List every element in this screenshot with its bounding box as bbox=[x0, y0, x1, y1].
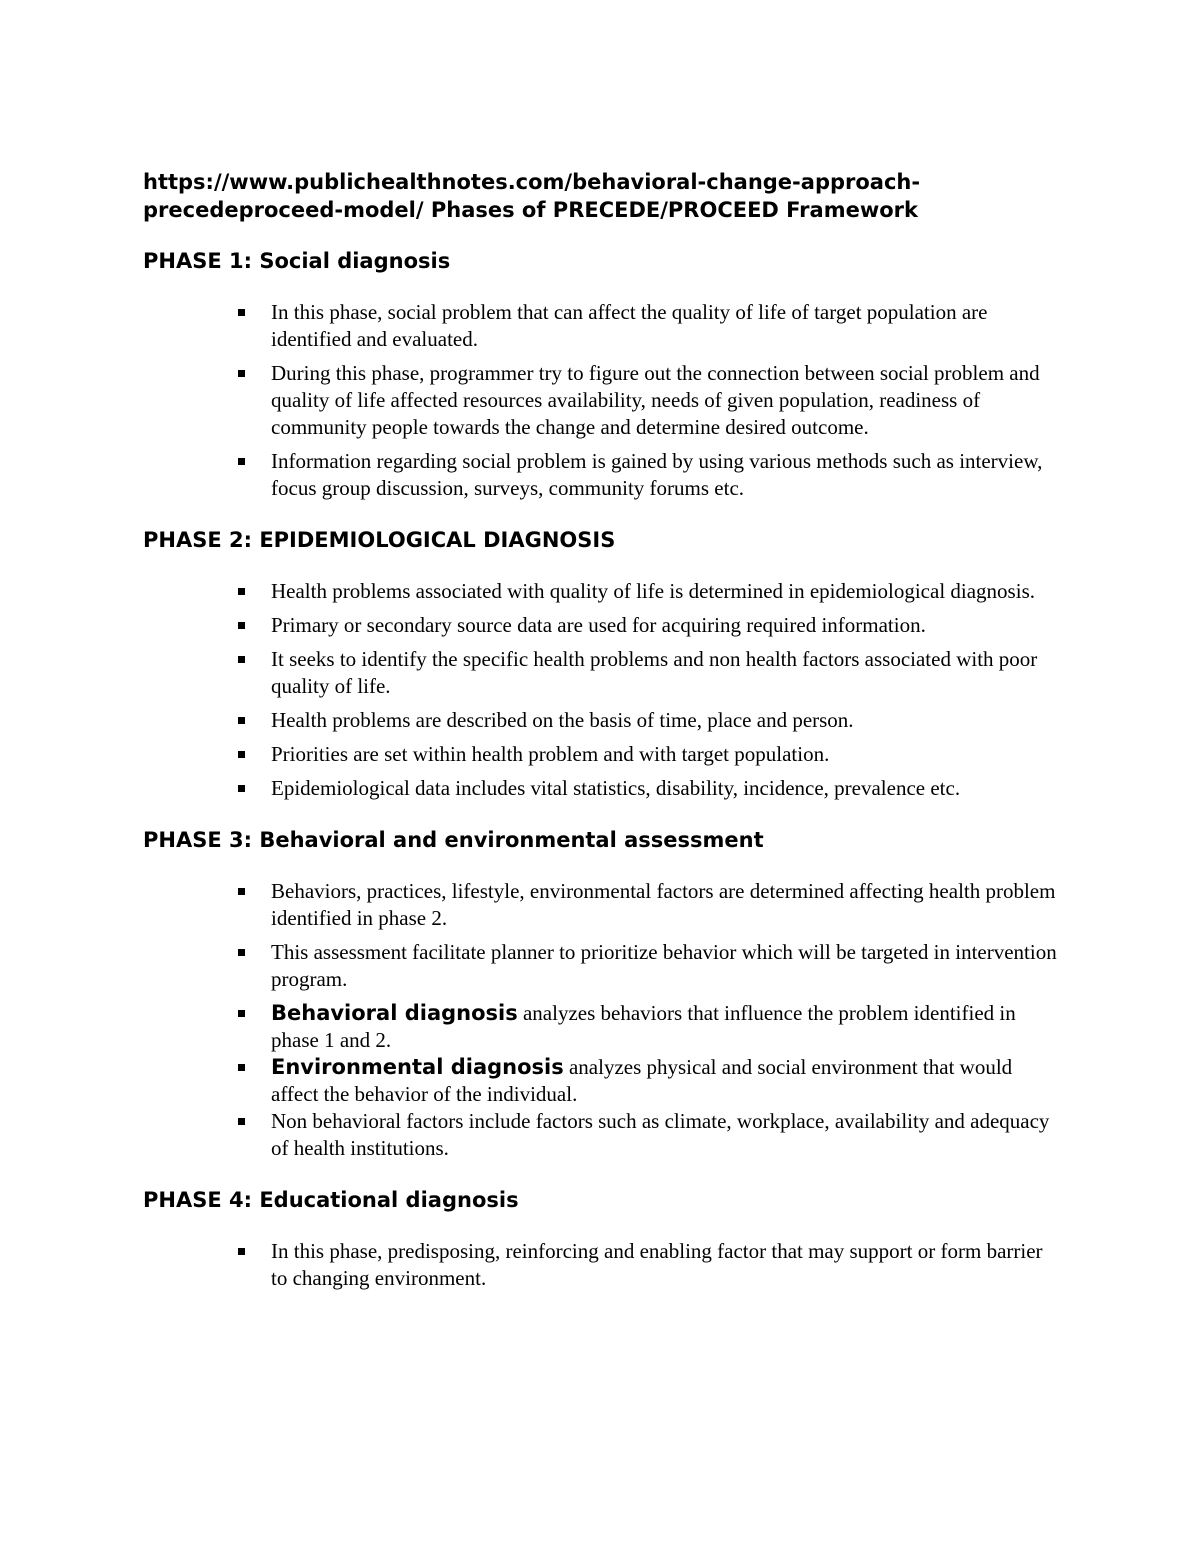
phase-4-heading: PHASE 4: Educational diagnosis bbox=[143, 1188, 519, 1212]
list-item: Information regarding social problem is gained by using various methods such as interview, focus group discussion, surveys, community forums etc. bbox=[143, 448, 1063, 502]
square-bullet-icon bbox=[238, 1064, 245, 1071]
list-item: Behavioral diagnosis analyzes behaviors that influence the problem identified in phase 1 and 2. bbox=[143, 1000, 1063, 1054]
list-item: Environmental diagnosis analyzes physical and social environment that would affect the behavior of the individual. bbox=[143, 1054, 1063, 1108]
square-bullet-icon bbox=[238, 458, 245, 465]
list-item: Non behavioral factors include factors such as climate, workplace, availability and adequacy of health institutions. bbox=[143, 1108, 1063, 1162]
square-bullet-icon bbox=[238, 717, 245, 724]
square-bullet-icon bbox=[238, 656, 245, 663]
list-item: Health problems are described on the basis of time, place and person. bbox=[143, 707, 1063, 734]
behavioral-diagnosis-term: Behavioral diagnosis bbox=[271, 1001, 518, 1025]
list-item: This assessment facilitate planner to prioritize behavior which will be targeted in intervention program. bbox=[143, 939, 1063, 993]
square-bullet-icon bbox=[238, 949, 245, 956]
list-item: Priorities are set within health problem and with target population. bbox=[143, 741, 1063, 768]
phase-3-list bbox=[143, 878, 1063, 1162]
square-bullet-icon bbox=[238, 751, 245, 758]
phase-4-list bbox=[143, 1238, 1063, 1292]
phase-1-list bbox=[143, 299, 1063, 502]
phase-3-heading: PHASE 3: Behavioral and environmental assessment bbox=[143, 828, 764, 852]
square-bullet-icon bbox=[238, 888, 245, 895]
square-bullet-icon bbox=[238, 1010, 245, 1017]
phase-2-heading: PHASE 2: EPIDEMIOLOGICAL DIAGNOSIS bbox=[143, 528, 616, 552]
list-item: In this phase, predisposing, reinforcing and enabling factor that may support or form barrier to changing environment. bbox=[143, 1238, 1063, 1292]
phase-1-section bbox=[143, 247, 1063, 502]
document-content bbox=[143, 168, 1063, 1316]
phase-2-section bbox=[143, 526, 1063, 802]
square-bullet-icon bbox=[238, 622, 245, 629]
square-bullet-icon bbox=[238, 785, 245, 792]
square-bullet-icon bbox=[238, 588, 245, 595]
square-bullet-icon bbox=[238, 309, 245, 316]
list-item: In this phase, social problem that can affect the quality of life of target population are identified and evaluated. bbox=[143, 299, 1063, 353]
list-item: Health problems associated with quality of life is determined in epidemiological diagnosis. bbox=[143, 578, 1063, 605]
square-bullet-icon bbox=[238, 1118, 245, 1125]
list-item: It seeks to identify the specific health problems and non health factors associated with poor quality of life. bbox=[143, 646, 1063, 700]
square-bullet-icon bbox=[238, 370, 245, 377]
square-bullet-icon bbox=[238, 1248, 245, 1255]
phase-1-heading: PHASE 1: Social diagnosis bbox=[143, 249, 451, 273]
environmental-diagnosis-term: Environmental diagnosis bbox=[271, 1055, 564, 1079]
phase-2-list bbox=[143, 578, 1063, 802]
list-item: Primary or secondary source data are used for acquiring required information. bbox=[143, 612, 1063, 639]
list-item: Epidemiological data includes vital statistics, disability, incidence, prevalence etc. bbox=[143, 775, 1063, 802]
title-line-1: https://www.publichealthnotes.com/behavioral-change-approach- bbox=[143, 170, 921, 194]
phase-3-section bbox=[143, 826, 1063, 1162]
list-item: During this phase, programmer try to figure out the connection between social problem and quality of life affected resources availability, needs of given population, readiness of community people towards the change and determine desired outcome. bbox=[143, 360, 1063, 441]
document-title bbox=[143, 168, 1063, 224]
list-item: Behaviors, practices, lifestyle, environmental factors are determined affecting health problem identified in phase 2. bbox=[143, 878, 1063, 932]
title-line-2: precedeproceed-model/ Phases of PRECEDE/PROCEED Framework bbox=[143, 198, 918, 222]
phase-4-section bbox=[143, 1186, 1063, 1292]
